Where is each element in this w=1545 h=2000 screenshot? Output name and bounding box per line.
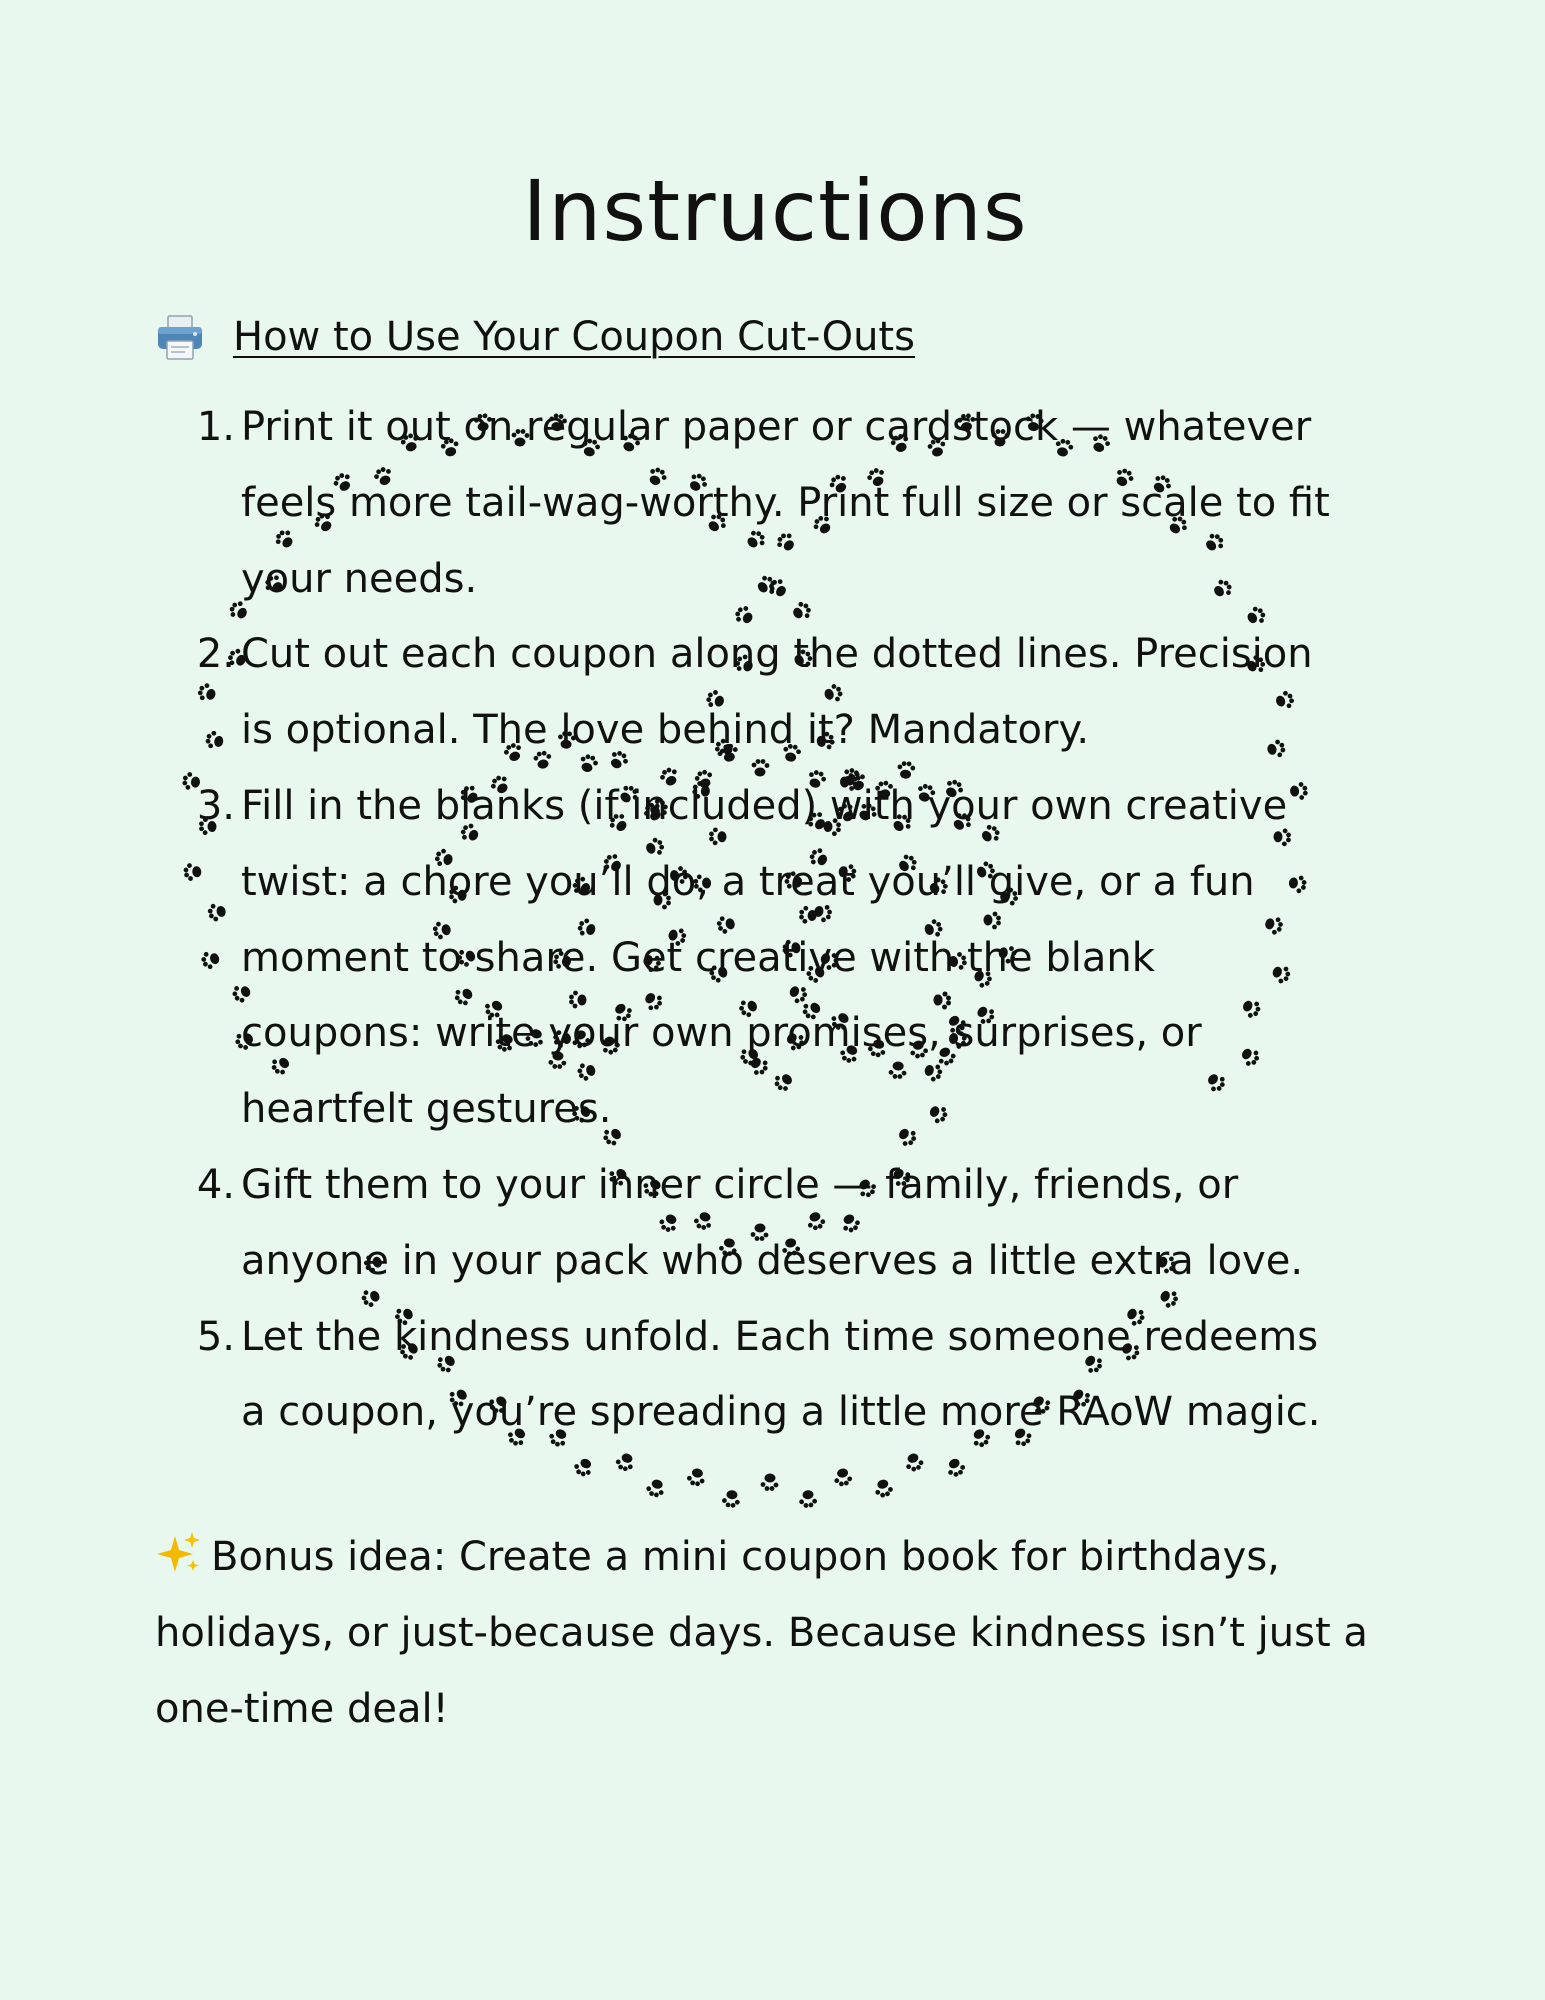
printer-icon (155, 312, 205, 362)
list-item (195, 769, 1345, 1148)
step-text: Print it out on regular paper or cardstock — whatever feels more tail-wag-worthy. Print full size or scale to fit your needs. (241, 404, 1330, 602)
step-text: Gift them to your inner circle — family, friends, or anyone in your pack who deserves a little extra love. (241, 1161, 1304, 1284)
step-text: Fill in the blanks (if included) with your own creative twist: a chore you’ll do, a treat you’ll give, or a fun moment to share. Get creative with the blank coupons: write your own promises, surprises, or heartfelt gestures. (241, 782, 1288, 1133)
list-item (195, 1300, 1345, 1452)
paw-print (686, 1467, 707, 1487)
paw-print (798, 1489, 817, 1508)
list-item (195, 390, 1345, 617)
sparkles-icon (155, 1530, 201, 1576)
paw-print (721, 1489, 740, 1508)
bonus-text: Bonus idea: Create a mini coupon book for birthdays, holidays, or just-because days. Because kindness isn’t just a one-time deal! (155, 1534, 1368, 1732)
bonus-idea (155, 1520, 1385, 1747)
instruction-steps (195, 390, 1345, 1451)
step-number: 1. (196, 404, 235, 450)
list-item (195, 617, 1345, 769)
step-text: Cut out each coupon along the dotted lines. Precision is optional. The love behind it? Mandatory. (241, 631, 1313, 754)
section-heading-text: How to Use Your Coupon Cut-Outs (233, 314, 915, 360)
step-text: Let the kindness unfold. Each time someone redeems a coupon, you’re spreading a little more RAoW magic. (241, 1313, 1321, 1436)
section-heading (155, 312, 915, 362)
paw-print (572, 1456, 595, 1479)
step-number: 5. (196, 1313, 235, 1360)
step-number: 4. (196, 1161, 235, 1208)
page-title: Instructions (522, 162, 1028, 260)
step-number: 3. (196, 782, 235, 829)
step-number: 2. (196, 631, 235, 678)
paw-print (645, 1477, 667, 1498)
paw-print (873, 1478, 895, 1499)
list-item (195, 1148, 1345, 1300)
paw-print (903, 1451, 926, 1473)
paw-print (614, 1451, 637, 1473)
paw-print (833, 1467, 854, 1487)
paw-print (761, 1474, 779, 1491)
paw-print (944, 1456, 967, 1479)
